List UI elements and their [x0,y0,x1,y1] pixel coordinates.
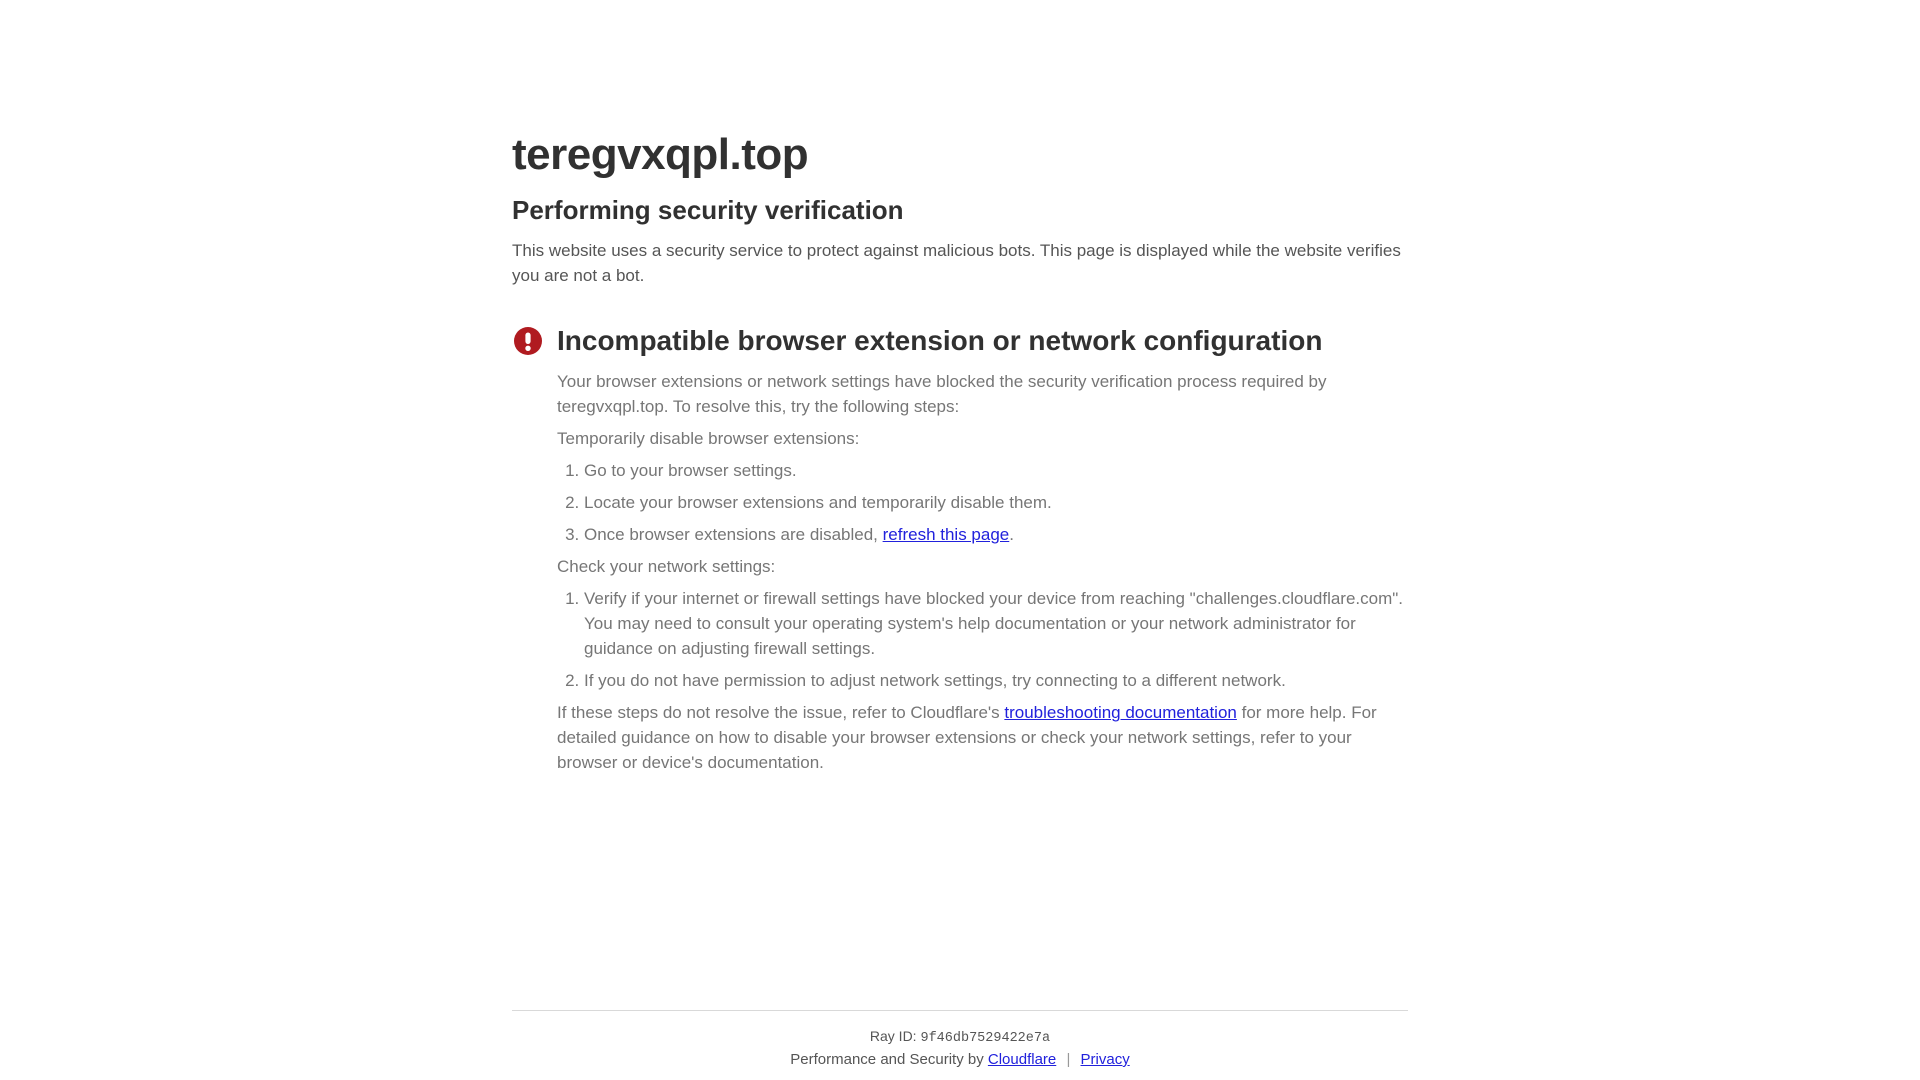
help-text: If these steps do not resolve the issue, refer to Cloudflare's [557,703,1005,723]
error-body [557,369,1408,775]
troubleshooting-link[interactable]: troubleshooting documentation [1004,703,1237,723]
privacy-link[interactable]: Privacy [1080,1051,1130,1068]
step-text: . [1009,525,1014,545]
ray-id-value: 9f46db7529422e7a [920,1031,1051,1046]
extensions-intro: Temporarily disable browser extensions: [557,429,860,449]
network-steps-list [557,586,1408,693]
step-text: Once browser extensions are disabled, [584,525,883,545]
help-paragraph [557,700,1408,775]
main-content [512,0,1408,775]
footer [512,1010,1408,1068]
step-text: Locate your browser extensions and temporarily disable them. [584,493,1052,513]
page-subtitle: Performing security verification [512,194,904,225]
step-text: If you do not have permission to adjust network settings, try connecting to a different network. [584,671,1286,691]
page-title: teregvxqpl.top [512,130,809,179]
separator: | [1066,1051,1071,1068]
attribution-text: Performance and Security by [790,1051,984,1068]
extensions-steps-list [557,458,1408,547]
error-heading: Incompatible browser extension or network configuration [557,324,1323,356]
network-intro: Check your network settings: [557,557,776,577]
list-item [584,490,1408,515]
intro-text: This website uses a security service to protect against malicious bots. This page is displayed while the website verifies you are not a bot. [512,240,1401,285]
list-item [584,668,1408,693]
alert-exclamation-icon [514,327,542,355]
ray-id-label: Ray ID: [869,1028,917,1044]
list-item [584,458,1408,483]
attribution-line [512,1051,1408,1068]
error-section [512,324,1408,776]
step-text: Verify if your internet or firewall settings have blocked your device from reaching "challenges.cloudflare.com". You may need to consult your operating system's help documentation or your network administrator for guidance on adjusting firewall settings. [584,589,1404,659]
help-text: for more help. For detailed guidance on how to disable your browser extensions or check your network settings, refer to your browser or device's documentation. [557,703,1377,773]
ray-id-line [512,1028,1408,1046]
error-description: Your browser extensions or network settings have blocked the security verification process required by teregvxqpl.top. To resolve this, try the following steps: [557,372,1327,417]
refresh-page-link[interactable]: refresh this page [882,525,1010,545]
cloudflare-link[interactable]: Cloudflare [987,1051,1057,1068]
step-text: Go to your browser settings. [584,461,797,481]
list-item [584,522,1408,547]
list-item [584,586,1408,661]
